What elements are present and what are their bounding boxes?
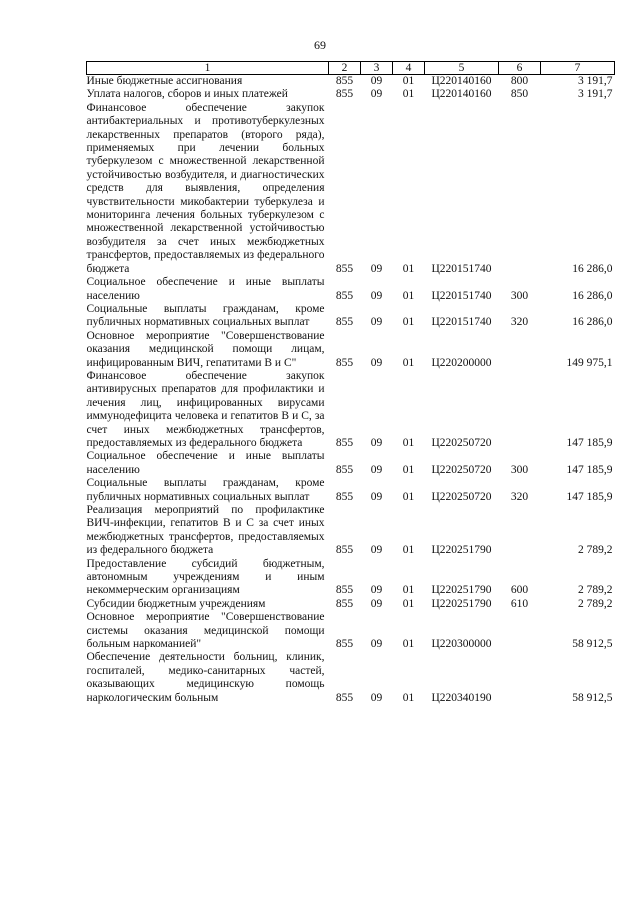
row-code-section: 09 (370, 88, 383, 101)
row-name: Финансовое обеспечение закупок антивирусных препаратов для профилактики и лечения лиц, инфицированных вирусами иммунодефицита человека и гепатитов В и С, за счет иных межбюджетных трансфертов, предоставляемых из федерального бюджета (86, 369, 325, 449)
row-code-gp: 855 (335, 638, 354, 651)
row-code-gp: 855 (335, 597, 354, 610)
column-header: 7 (541, 62, 615, 75)
row-code-target: Ц220151740 (431, 316, 492, 329)
row-code-subsection: 01 (402, 691, 415, 704)
row-name: Социальное обеспечение и иные выплаты населению (86, 450, 325, 476)
row-code-section: 09 (370, 463, 383, 476)
row-name: Социальное обеспечение и иные выплаты населению (86, 276, 325, 302)
row-code-gp: 855 (335, 463, 354, 476)
row-code-expense-type: 320 (510, 490, 529, 503)
row-code-expense-type (499, 370, 541, 450)
row-code-section: 09 (370, 262, 383, 275)
row-code-gp: 855 (335, 691, 354, 704)
row-amount: 147 185,9 (566, 436, 613, 449)
row-code-gp: 855 (335, 289, 354, 302)
row-code-target: Ц220151740 (431, 289, 492, 302)
table-header-row (87, 62, 615, 75)
row-amount: 2 789,2 (578, 584, 613, 597)
row-code-target: Ц220140160 (431, 75, 492, 87)
row-code-gp: 855 (335, 262, 354, 275)
row-code-subsection: 01 (402, 316, 415, 329)
table-row (87, 303, 615, 330)
row-code-subsection: 01 (402, 75, 415, 87)
row-amount: 58 912,5 (572, 691, 613, 704)
budget-table (86, 61, 615, 705)
table-row (87, 611, 615, 651)
row-code-subsection: 01 (402, 638, 415, 651)
row-amount: 58 912,5 (572, 638, 613, 651)
row-code-expense-type (499, 102, 541, 276)
row-code-subsection: 01 (402, 597, 415, 610)
row-code-target: Ц220250720 (431, 463, 492, 476)
row-code-gp: 855 (335, 316, 354, 329)
page-number: 69 (314, 38, 326, 52)
row-code-target: Ц220250720 (431, 490, 492, 503)
row-code-section: 09 (370, 436, 383, 449)
column-header: 3 (361, 62, 393, 75)
row-code-section: 09 (370, 597, 383, 610)
row-code-expense-type: 850 (510, 88, 529, 101)
row-code-gp: 855 (335, 75, 354, 87)
row-code-section: 09 (370, 490, 383, 503)
row-amount: 16 286,0 (572, 262, 613, 275)
row-code-expense-type: 800 (510, 75, 529, 87)
row-code-expense-type: 600 (510, 584, 529, 597)
table-row (87, 370, 615, 450)
row-amount: 147 185,9 (566, 463, 613, 476)
column-header: 1 (87, 62, 329, 75)
row-code-section: 09 (370, 544, 383, 557)
row-code-subsection: 01 (402, 88, 415, 101)
row-code-subsection: 01 (402, 262, 415, 275)
row-code-section: 09 (370, 584, 383, 597)
row-code-subsection: 01 (402, 544, 415, 557)
row-code-target: Ц220300000 (431, 638, 492, 651)
row-code-expense-type (499, 611, 541, 651)
row-name: Реализация мероприятий по профилактике ВИЧ-инфекции, гепатитов В и С за счет иных межбюджетных трансфертов, предоставляемых из федерального бюджета (86, 504, 325, 557)
row-name: Предоставление субсидий бюджетным, автономным учреждениям и иным некоммерческим организациям (86, 557, 325, 597)
table-row (87, 102, 615, 276)
row-code-target: Ц220251790 (431, 584, 492, 597)
row-code-subsection: 01 (402, 463, 415, 476)
row-code-expense-type (499, 651, 541, 705)
row-code-section: 09 (370, 75, 383, 87)
row-name: Иные бюджетные ассигнования (86, 75, 243, 87)
row-name: Финансовое обеспечение закупок антибактериальных и противотуберкулезных лекарственных препаратов (второго ряда), применяемых при лечении больных туберкулезом с множественной лекарственной устойчивостью возбудителя, и диагностических средств для выявления, определения чувствительности микобактерии туберкулеза и мониторинга лечения больных туберкулезом с множественной лекарственной устойчивостью возбудителя за счет иных межбюджетных трансфертов, предоставляемых из федерального бюджета (86, 101, 325, 275)
column-header: 4 (393, 62, 425, 75)
table-row (87, 477, 615, 504)
row-amount: 16 286,0 (572, 289, 613, 302)
row-name: Уплата налогов, сборов и иных платежей (86, 88, 288, 101)
row-code-target: Ц220140160 (431, 88, 492, 101)
row-code-section: 09 (370, 316, 383, 329)
row-amount: 16 286,0 (572, 316, 613, 329)
row-amount: 149 975,1 (566, 356, 613, 369)
row-code-gp: 855 (335, 356, 354, 369)
table-row (87, 504, 615, 558)
row-code-gp: 855 (335, 436, 354, 449)
row-amount: 2 789,2 (578, 544, 613, 557)
table-row (87, 558, 615, 598)
row-code-gp: 855 (335, 584, 354, 597)
row-code-expense-type: 320 (510, 316, 529, 329)
row-name: Субсидии бюджетным учреждениям (86, 597, 266, 610)
row-code-expense-type: 610 (510, 597, 529, 610)
row-name: Основное мероприятие "Совершенствование оказания медицинской помощи лицам, инфицированным ВИЧ, гепатитами В и С" (86, 329, 325, 369)
row-code-target: Ц220251790 (431, 597, 492, 610)
row-code-expense-type (499, 330, 541, 370)
table-row (87, 651, 615, 705)
row-code-target: Ц220151740 (431, 262, 492, 275)
row-amount: 147 185,9 (566, 490, 613, 503)
row-code-section: 09 (370, 638, 383, 651)
row-code-expense-type (499, 504, 541, 558)
row-code-section: 09 (370, 691, 383, 704)
row-code-target: Ц220250720 (431, 436, 492, 449)
row-code-section: 09 (370, 356, 383, 369)
row-code-expense-type: 300 (510, 289, 529, 302)
table-row (87, 450, 615, 477)
row-code-gp: 855 (335, 490, 354, 503)
table-row (87, 88, 615, 101)
row-amount: 3 191,7 (578, 75, 613, 87)
row-name: Основное мероприятие "Совершенствование системы оказания медицинской помощи больным наркоманией" (86, 611, 325, 651)
table-row (87, 276, 615, 303)
row-code-subsection: 01 (402, 584, 415, 597)
row-code-target: Ц220340190 (431, 691, 492, 704)
table-row (87, 598, 615, 611)
row-code-gp: 855 (335, 88, 354, 101)
row-name: Социальные выплаты гражданам, кроме публичных нормативных социальных выплат (86, 477, 325, 503)
column-header: 5 (425, 62, 499, 75)
row-code-subsection: 01 (402, 289, 415, 302)
table-row (87, 75, 615, 89)
row-amount: 3 191,7 (578, 88, 613, 101)
row-amount: 2 789,2 (578, 597, 613, 610)
row-code-expense-type: 300 (510, 463, 529, 476)
table-row (87, 330, 615, 370)
row-code-subsection: 01 (402, 436, 415, 449)
row-code-subsection: 01 (402, 490, 415, 503)
column-header: 2 (329, 62, 361, 75)
row-name: Обеспечение деятельности больниц, клиник, госпиталей, медико-санитарных частей, оказывающих медицинскую помощь наркологическим больным (86, 651, 325, 704)
row-code-target: Ц220200000 (431, 356, 492, 369)
row-code-gp: 855 (335, 544, 354, 557)
row-name: Социальные выплаты гражданам, кроме публичных нормативных социальных выплат (86, 302, 325, 329)
row-code-section: 09 (370, 289, 383, 302)
column-header: 6 (499, 62, 541, 75)
row-code-subsection: 01 (402, 356, 415, 369)
row-code-target: Ц220251790 (431, 544, 492, 557)
